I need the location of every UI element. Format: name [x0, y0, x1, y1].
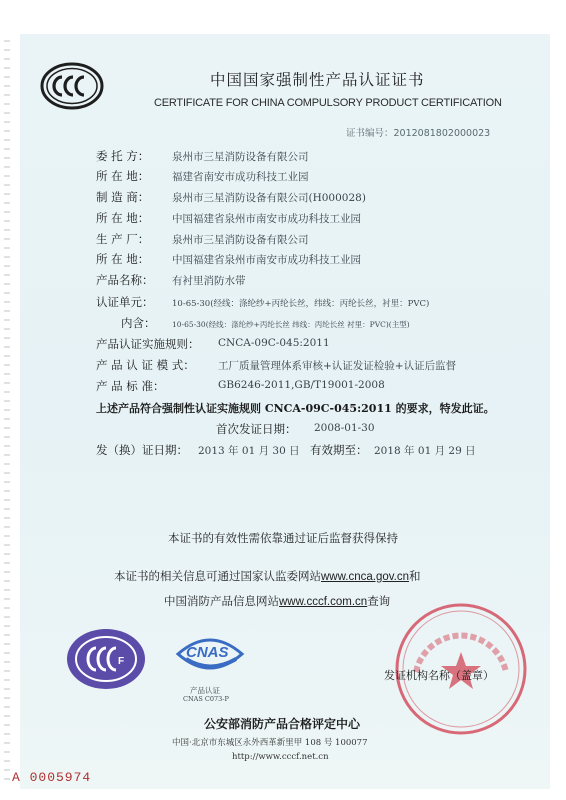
- unit-label: 认证单元：: [96, 295, 154, 309]
- field-value: 中国福建省泉州市南安市成功科技工业园: [172, 213, 361, 225]
- issuer-label: 发证机构名称（盖章）: [384, 669, 494, 682]
- rule-value: CNCA-09C-045:2011: [218, 337, 330, 349]
- info-text: 和: [409, 569, 421, 583]
- content-value: 10-65-30(经线：涤纶纱+丙纶长丝 纬线：丙纶长丝 衬里：PVC)(主型): [172, 320, 410, 329]
- valid-until-label: 有效期至：: [310, 443, 368, 457]
- ccc-logo-icon: [40, 62, 104, 114]
- field-label: 制 造 商：: [96, 190, 150, 204]
- first-issue-value: 2008-01-30: [314, 422, 375, 434]
- validity-note: 本证书的有效性需依靠通过证后监督获得保持: [168, 531, 398, 545]
- field-value: 中国福建省泉州市南安市成功科技工业园: [172, 254, 361, 266]
- title-chinese: 中国国家强制性产品认证证书: [210, 71, 425, 89]
- unit-value: 10-65-30(经线：涤纶纱+丙纶长丝，纬线：丙纶长丝，衬里：PVC): [172, 299, 430, 309]
- field-value: 泉州市三星消防设备有限公司: [172, 234, 309, 246]
- binding-holes: [4, 40, 10, 780]
- cnas-logo-icon: [172, 632, 248, 686]
- standard-value: GB6246-2011,GB/T19001-2008: [218, 379, 385, 391]
- field-label: 所 在 地：: [96, 169, 150, 183]
- svg-text:CNAS: CNAS: [186, 644, 229, 661]
- serial-number: A 0005974: [12, 770, 92, 785]
- svg-text:F: F: [118, 656, 125, 667]
- issuer-website[interactable]: http://www.cccf.net.cn: [232, 752, 329, 762]
- field-value: 泉州市三星消防设备有限公司(H000028): [172, 192, 366, 204]
- certificate-number: 证书编号：2012081802000023: [346, 128, 491, 139]
- issuer-name: 公安部消防产品合格评定中心: [204, 717, 361, 731]
- mode-value: 工厂质量管理体系审核+认证发证检验+认证后监督: [218, 360, 457, 372]
- title-english: CERTIFICATE FOR CHINA COMPULSORY PRODUCT CERTIFICATION: [154, 97, 502, 109]
- valid-until-value: 2018 年 01 月 29 日: [374, 445, 476, 457]
- cccf-logo-icon: [66, 628, 146, 694]
- issue-date-value: 2013 年 01 月 30 日: [198, 445, 300, 457]
- field-label: 生 产 厂：: [96, 232, 150, 246]
- field-label: 所 在 地：: [96, 252, 150, 266]
- content-label: 内含：: [121, 316, 156, 330]
- field-label: 所 在 地：: [96, 211, 150, 225]
- cnca-link[interactable]: www.cnca.gov.cn: [321, 571, 409, 583]
- info-text: 本证书的相关信息可通过国家认监委网站: [114, 569, 321, 583]
- first-issue-label: 首次发证日期：: [216, 422, 297, 436]
- issue-date-label: 发（换）证日期：: [96, 443, 188, 457]
- issuer-address: 中国·北京市东城区永外西革新里甲 108 号 100077: [172, 738, 368, 748]
- field-label: 委 托 方：: [96, 149, 150, 163]
- cccf-link[interactable]: www.cccf.com.cn: [279, 596, 368, 608]
- cnas-code: CNAS C073-P: [183, 695, 229, 703]
- field-value: 有衬里消防水带: [172, 275, 246, 287]
- field-label: 产品名称：: [96, 273, 154, 287]
- field-value: 福建省南安市成功科技工业园: [172, 171, 309, 183]
- info-text: 查询: [367, 594, 391, 608]
- info-text: 中国消防产品信息网站: [164, 594, 279, 608]
- statement: 上述产品符合强制性认证实施规则 CNCA-09C-045:2011 的要求，特发此证。: [96, 402, 495, 415]
- standard-label: 产 品 标 准：: [96, 379, 165, 393]
- field-value: 泉州市三星消防设备有限公司: [172, 151, 309, 163]
- info-line-1: [114, 568, 421, 584]
- mode-label: 产 品 认 证 模 式：: [96, 358, 195, 372]
- info-line-2: [164, 593, 390, 609]
- rule-label: 产品认证实施规则：: [96, 337, 200, 351]
- cnas-caption: 产品认证: [190, 686, 220, 695]
